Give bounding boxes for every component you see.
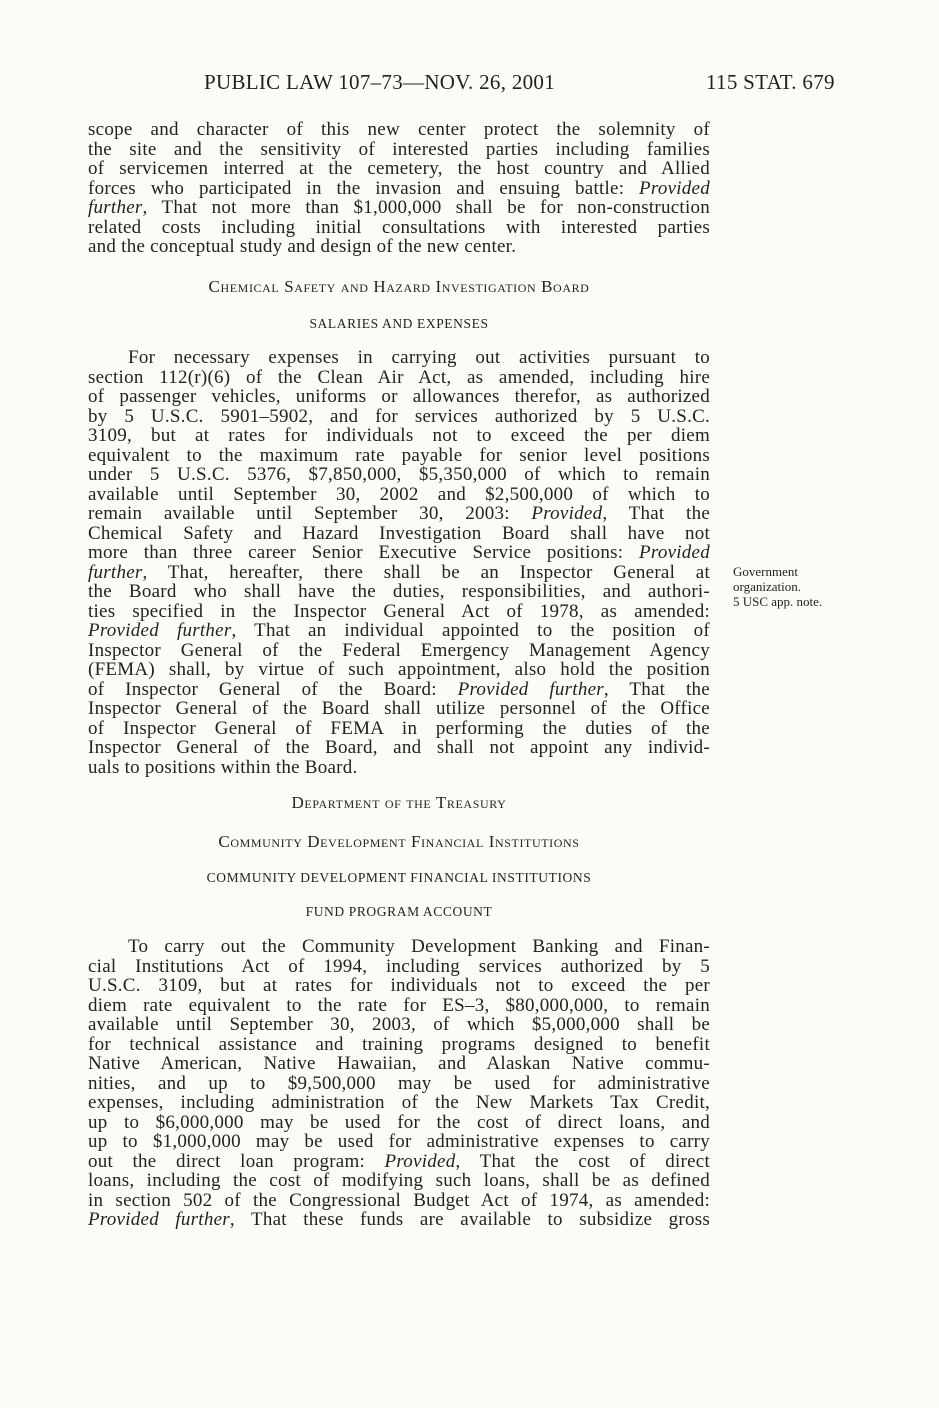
text-span: by 5 U.S.C. 5901–5902, and for services authorized by 5 U.S.C. bbox=[88, 405, 710, 427]
text-line bbox=[88, 218, 710, 238]
text-line bbox=[88, 1035, 710, 1055]
text-span: , That the cost of direct bbox=[455, 1150, 710, 1172]
text-span: the site and the sensitivity of interested parties including families bbox=[88, 138, 710, 160]
text-span: , That the bbox=[603, 678, 710, 700]
text-span: related costs including initial consultations with interested parties bbox=[88, 216, 710, 238]
text-line bbox=[88, 407, 710, 427]
italic-term: Provided bbox=[639, 542, 710, 563]
text-span: 3109, but at rates for individuals not to exceed the per diem bbox=[88, 425, 710, 446]
text-span: diem rate equivalent to the rate for ES–3, $80,000,000, to remain bbox=[88, 994, 710, 1016]
text-span: for technical assistance and training programs designed to benefit bbox=[88, 1033, 710, 1055]
text-span: remain available until September 30, 2003: bbox=[88, 503, 532, 524]
margin-note-line: organization. bbox=[733, 579, 801, 594]
text-line bbox=[88, 348, 710, 368]
text-line bbox=[88, 387, 710, 407]
text-line bbox=[88, 1210, 710, 1230]
margin-note bbox=[733, 564, 822, 609]
text-line bbox=[88, 758, 710, 778]
text-line bbox=[88, 140, 710, 160]
text-span: Inspector General of the Federal Emergency Management Agency bbox=[88, 639, 710, 661]
text-line bbox=[88, 1015, 710, 1035]
text-span: section 112(r)(6) of the Clean Air Act, as amended, including hire bbox=[88, 366, 710, 388]
text-line bbox=[88, 621, 710, 641]
italic-term: further bbox=[88, 197, 143, 218]
text-line bbox=[88, 719, 710, 739]
text-span: forces who participated in the invasion and ensuing battle: bbox=[88, 177, 640, 199]
text-span: equivalent to the maximum rate payable for senior level positions bbox=[88, 444, 710, 466]
italic-term: further bbox=[88, 561, 143, 583]
text-span: , That the bbox=[602, 503, 711, 524]
text-line bbox=[88, 641, 710, 661]
page-number: 115 STAT. 679 bbox=[706, 70, 835, 94]
text-line bbox=[88, 120, 710, 140]
text-line bbox=[88, 446, 710, 466]
text-span: Inspector General of the Board, and shall not appoint any individ- bbox=[88, 737, 710, 758]
account-heading: COMMUNITY DEVELOPMENT FINANCIAL INSTITUTIONS bbox=[206, 870, 592, 885]
text-line bbox=[88, 524, 710, 544]
text-line bbox=[88, 504, 710, 524]
paragraph-cdfi bbox=[88, 937, 710, 1230]
text-span: the Board who shall have the duties, responsibilities, and authori- bbox=[88, 581, 710, 602]
text-span: more than three career Senior Executive Service positions: bbox=[88, 542, 640, 563]
text-span: Native American, Native Hawaiian, and Alaskan Native commu- bbox=[88, 1053, 710, 1074]
text-span: U.S.C. 3109, but at rates for individuals not to exceed the per bbox=[88, 975, 710, 996]
text-line bbox=[88, 1113, 710, 1133]
text-span: To carry out the Community Development Banking and Finan- bbox=[128, 936, 710, 957]
text-span: in section 502 of the Congressional Budget Act of 1974, as amended: bbox=[88, 1189, 710, 1211]
department-heading: Department of the Treasury bbox=[291, 793, 507, 812]
text-line bbox=[88, 976, 710, 996]
text-span: scope and character of this new center protect the solemnity of bbox=[88, 119, 710, 140]
text-span: Chemical Safety and Hazard Investigation Board shall have not bbox=[88, 522, 710, 544]
text-span: Inspector General of the Board shall utilize personnel of the Office bbox=[88, 698, 710, 719]
text-span: loans, including the cost of modifying such loans, shall be as defined bbox=[88, 1170, 710, 1191]
text-span: , That these funds are available to subsidize gross bbox=[229, 1209, 710, 1230]
text-line bbox=[88, 1093, 710, 1113]
text-span: expenses, including administration of the New Markets Tax Credit, bbox=[88, 1092, 710, 1113]
paragraph-csb bbox=[88, 348, 710, 777]
text-line bbox=[88, 198, 710, 218]
margin-note-line: 5 USC app. note. bbox=[733, 594, 823, 609]
italic-term: Provided bbox=[531, 503, 603, 524]
text-line bbox=[88, 237, 710, 257]
text-line bbox=[88, 1171, 710, 1191]
text-line bbox=[88, 602, 710, 622]
text-line bbox=[88, 543, 710, 563]
italic-term: Provided bbox=[639, 177, 710, 199]
text-span: of servicemen interred at the cemetery, the host country and Allied bbox=[88, 158, 710, 179]
text-line bbox=[88, 660, 710, 680]
text-span: nities, and up to $9,500,000 may be used for administrative bbox=[88, 1072, 710, 1094]
text-span: available until September 30, 2003, of which $5,000,000 shall be bbox=[88, 1014, 710, 1035]
text-line bbox=[88, 1132, 710, 1152]
account-heading: FUND PROGRAM ACCOUNT bbox=[305, 904, 493, 919]
text-line bbox=[88, 563, 710, 583]
text-span: of passenger vehicles, uniforms or allowances therefor, as authorized bbox=[88, 386, 710, 407]
italic-term: Provided further bbox=[88, 1209, 230, 1230]
text-line bbox=[88, 485, 710, 505]
text-line bbox=[88, 738, 710, 758]
italic-term: Provided further bbox=[88, 620, 232, 641]
text-line bbox=[88, 582, 710, 602]
text-span: , That, hereafter, there shall be an Inspector General at bbox=[142, 561, 710, 583]
text-span: under 5 U.S.C. 5376, $7,850,000, $5,350,000 of which to remain bbox=[88, 464, 710, 485]
text-span: and the conceptual study and design of the new center. bbox=[88, 236, 517, 257]
text-line bbox=[88, 1191, 710, 1211]
text-line bbox=[88, 1152, 710, 1172]
text-line bbox=[88, 179, 710, 199]
text-line bbox=[88, 1074, 710, 1094]
text-line bbox=[88, 937, 710, 957]
text-span: ties specified in the Inspector General Act of 1978, as amended: bbox=[88, 600, 710, 622]
text-span: (FEMA) shall, by virtue of such appointment, also hold the position bbox=[88, 659, 710, 680]
text-line bbox=[88, 465, 710, 485]
text-span: , That not more than $1,000,000 shall be for non-construction bbox=[142, 197, 710, 218]
text-line bbox=[88, 368, 710, 388]
title-heading: Community Development Financial Institutions bbox=[218, 832, 580, 851]
text-line bbox=[88, 957, 710, 977]
running-header-title: PUBLIC LAW 107–73—NOV. 26, 2001 bbox=[204, 70, 556, 94]
text-line bbox=[88, 699, 710, 719]
text-span: out the direct loan program: bbox=[88, 1150, 385, 1172]
italic-term: Provided further bbox=[457, 678, 604, 700]
italic-term: Provided bbox=[384, 1150, 456, 1172]
text-span: of Inspector General of FEMA in performing the duties of the bbox=[88, 717, 710, 739]
text-span: , That an individual appointed to the position of bbox=[231, 620, 710, 641]
agency-heading: Chemical Safety and Hazard Investigation Board bbox=[208, 277, 590, 296]
text-span: available until September 30, 2002 and $2,500,000 of which to bbox=[88, 483, 710, 505]
text-line bbox=[88, 1054, 710, 1074]
account-heading: SALARIES AND EXPENSES bbox=[309, 316, 489, 331]
text-line bbox=[88, 996, 710, 1016]
text-line bbox=[88, 159, 710, 179]
text-span: up to $1,000,000 may be used for administrative expenses to carry bbox=[88, 1131, 710, 1152]
text-span: uals to positions within the Board. bbox=[88, 756, 358, 778]
paragraph-continuation bbox=[88, 120, 710, 257]
text-span: cial Institutions Act of 1994, including services authorized by 5 bbox=[88, 955, 710, 977]
text-span: up to $6,000,000 may be used for the cost of direct loans, and bbox=[88, 1111, 710, 1133]
text-span: For necessary expenses in carrying out activities pursuant to bbox=[128, 347, 710, 368]
text-line bbox=[88, 680, 710, 700]
margin-note-line: Government bbox=[733, 564, 798, 579]
text-line bbox=[88, 426, 710, 446]
text-span: of Inspector General of the Board: bbox=[88, 678, 458, 700]
